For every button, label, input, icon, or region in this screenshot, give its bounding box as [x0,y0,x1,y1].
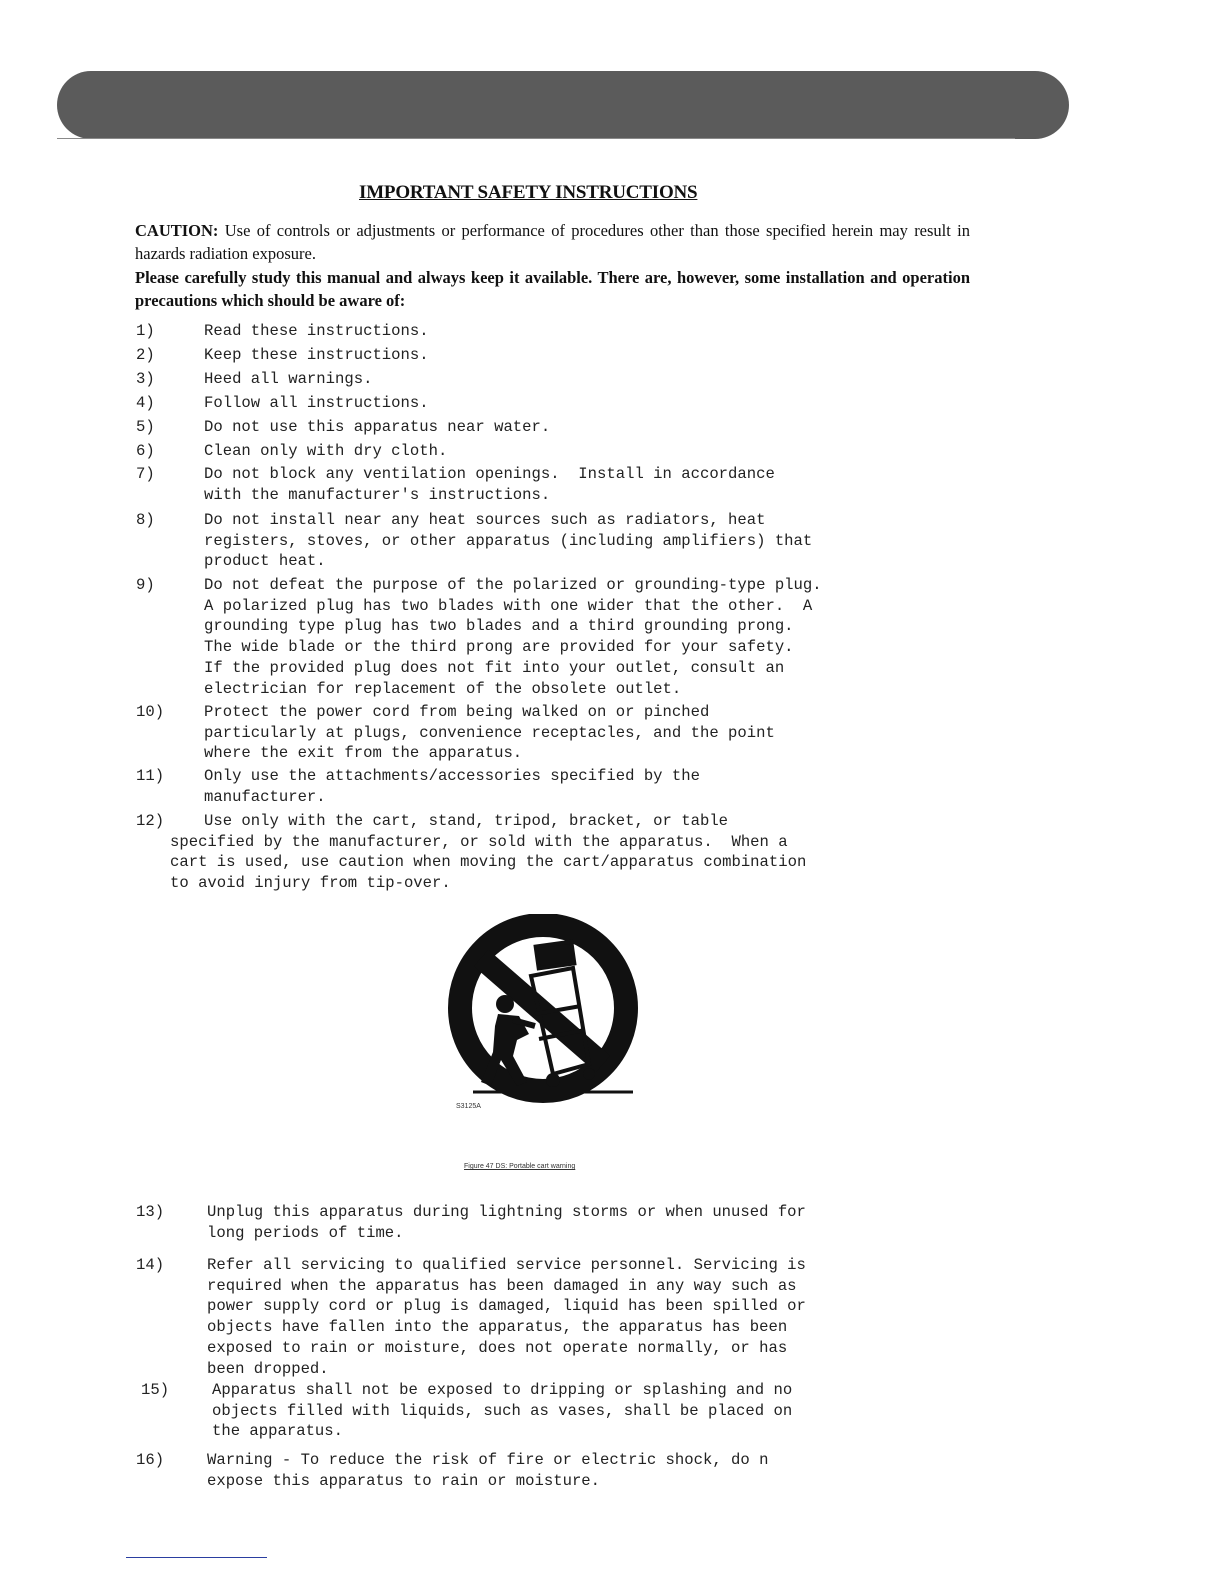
list-item-text: Do not use this apparatus near water. [204,418,551,436]
list-item-text: particularly at plugs, convenience receptacles, and the point [204,723,775,742]
list-item-number: 10) [136,703,165,721]
list-item-text: product heat. [204,552,326,571]
list-item-number: 7) [136,465,155,483]
list-item-text: registers, stoves, or other apparatus (including amplifiers) that [204,531,813,550]
list-item-text: electrician for replacement of the obsolete outlet. [204,679,682,698]
list-item-text: been dropped. [207,1359,329,1378]
list-item-text: Only use the attachments/accessories specified by the [204,767,700,785]
list-item-text: Protect the power cord from being walked on or pinched [204,703,710,721]
list-item-text: objects filled with liquids, such as vases, shall be placed on [212,1401,793,1420]
caution-label: CAUTION: [135,221,219,240]
caution-paragraph [135,219,970,265]
figure-caption: Figure 47 DS: Portable cart warning [464,1163,576,1170]
list-item-text: Apparatus shall not be exposed to dripping or splashing and no [212,1381,793,1399]
list-item-text: Read these instructions. [204,322,429,340]
list-item-text: The wide blade or the third prong are provided for your safety. [204,638,794,657]
list-item-number: 4) [136,394,155,412]
list-item-number: 11) [136,767,165,785]
list-item-text: Keep these instructions. [204,346,429,364]
list-item-text: manufacturer. [204,787,326,806]
header-banner [57,71,1069,139]
portable-cart-warning-icon [443,914,643,1114]
list-item-text: expose this apparatus to rain or moisture. [207,1471,601,1490]
list-item-number: 5) [136,418,155,436]
intro-paragraph: Please carefully study this manual and always keep it available. There are, however, some installation and operation precautions which should be aware of: [135,268,970,310]
list-item-text: where the exit from the apparatus. [204,744,523,763]
figure-code: S3125A [456,1103,481,1110]
list-item-text: Warning - To reduce the risk of fire or electric shock, do n [207,1451,769,1469]
list-item-text: If the provided plug does not fit into your outlet, consult an [204,658,785,677]
list-item-text: with the manufacturer's instructions. [204,485,551,504]
list-item-text: power supply cord or plug is damaged, liquid has been spilled or [207,1297,806,1316]
list-item-number: 9) [136,576,155,594]
list-item-text: objects have fallen into the apparatus, the apparatus has been [207,1318,788,1337]
list-item-text: exposed to rain or moisture, does not operate normally, or has [207,1338,788,1357]
list-item-number: 15) [141,1381,170,1399]
list-item-text: Do not defeat the purpose of the polarized or grounding-type plug. [204,576,822,594]
list-item-text: long periods of time. [207,1224,404,1242]
list-item-text: required when the apparatus has been damaged in any way such as [207,1276,797,1295]
page-title: IMPORTANT SAFETY INSTRUCTIONS [359,182,698,203]
list-item-continuation: cart is used, use caution when moving the cart/apparatus combination [170,853,807,872]
list-item-text: Unplug this apparatus during lightning storms or when unused for [207,1203,806,1221]
list-item-text: Clean only with dry cloth. [204,442,448,460]
list-item-number: 16) [136,1451,165,1469]
list-item-continuation: specified by the manufacturer, or sold with the apparatus. When a [170,832,788,851]
header-divider [57,138,1015,139]
list-item-number: 12) [136,812,165,830]
list-item-number: 8) [136,511,155,529]
list-item-text: Follow all instructions. [204,394,429,412]
list-item-continuation: to avoid injury from tip-over. [170,874,451,893]
caution-text: Use of controls or adjustments or performance of procedures other than those specified herein may result in hazards radiation exposure. [135,221,970,263]
list-item-text: Heed all warnings. [204,370,373,388]
footer-link-underline [126,1557,267,1558]
list-item-number: 1) [136,322,155,340]
list-item-text: Do not block any ventilation openings. Install in accordance [204,465,775,483]
list-item-text: Do not install near any heat sources such as radiators, heat [204,511,766,529]
list-item-text: Use only with the cart, stand, tripod, bracket, or table [204,812,729,830]
list-item-text: grounding type plug has two blades and a third grounding prong. [204,617,794,636]
list-item-number: 2) [136,346,155,364]
list-item-text: A polarized plug has two blades with one wider that the other. A [204,596,813,615]
list-item-number: 13) [136,1203,165,1221]
list-item-text: Refer all servicing to qualified service personnel. Servicing is [207,1256,806,1274]
list-item-text: the apparatus. [212,1422,344,1441]
list-item-number: 14) [136,1256,165,1274]
list-item-number: 6) [136,442,155,460]
list-item-number: 3) [136,370,155,388]
